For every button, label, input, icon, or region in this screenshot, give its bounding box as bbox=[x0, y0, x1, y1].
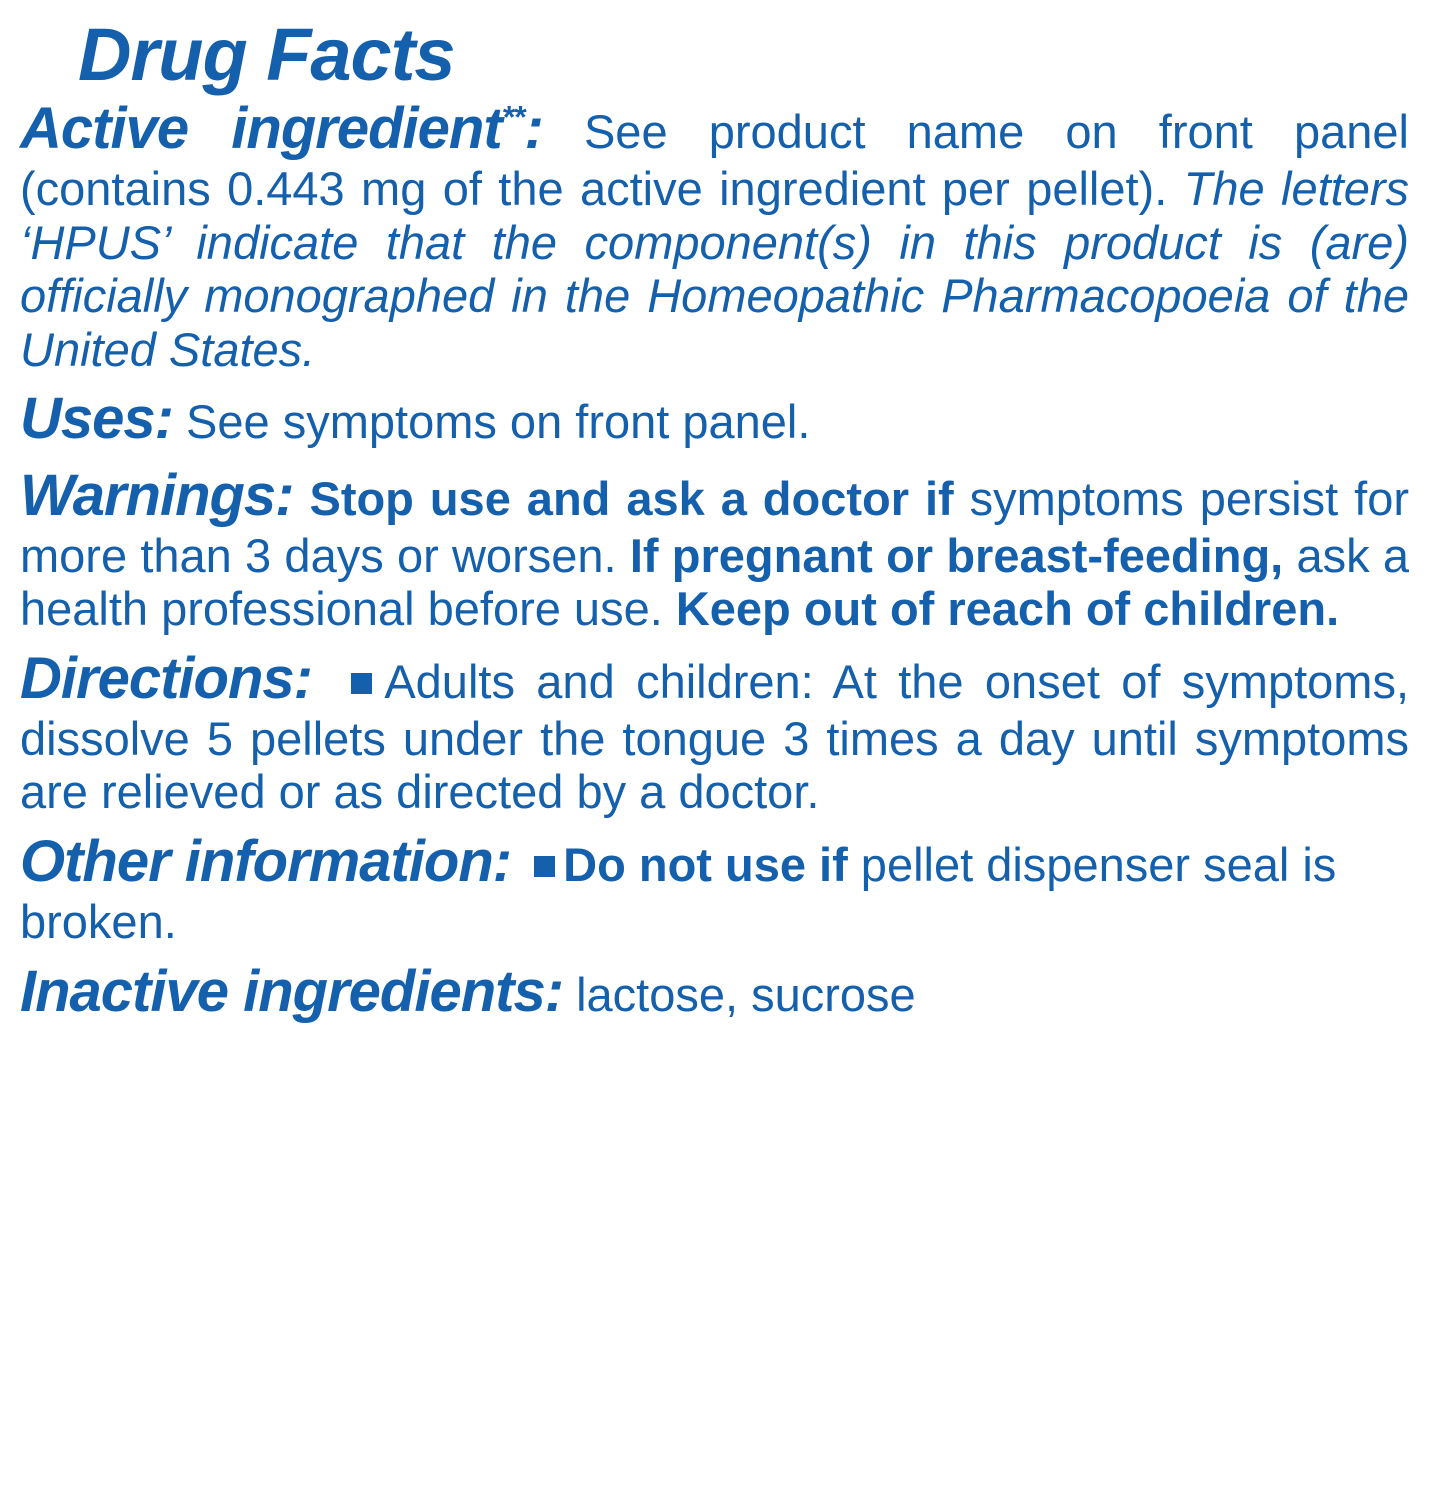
warnings-text-2: ask a health professional before use. bbox=[20, 528, 1409, 636]
square-bullet-icon bbox=[351, 673, 372, 694]
active-ingredient-text: See product name on front panel (contains 0.443 mg of the active ingredient per pellet). bbox=[20, 105, 1409, 216]
footnote-marker: ** bbox=[501, 98, 525, 135]
section-warnings bbox=[20, 463, 1409, 636]
warnings-bold-keep-out: Keep out of reach of children. bbox=[675, 582, 1340, 636]
section-inactive-ingredients bbox=[20, 959, 1409, 1025]
section-active-ingredient bbox=[20, 96, 1409, 376]
uses-text: See symptoms on front panel. bbox=[186, 395, 811, 449]
directions-text: Adults and children: At the onset of symptoms, dissolve 5 pellets under the tongue 3 times a day until symptoms are relieved or as directed by a doctor. bbox=[20, 654, 1409, 819]
page-title: Drug Facts bbox=[78, 13, 455, 96]
section-directions bbox=[20, 646, 1409, 819]
section-other-information bbox=[20, 829, 1409, 949]
inactive-ingredients-heading: Inactive ingredients: bbox=[20, 958, 564, 1024]
directions-heading: Directions: bbox=[20, 645, 312, 711]
warnings-bold-pregnant: If pregnant or breast-feeding, bbox=[629, 528, 1284, 582]
section-uses bbox=[20, 386, 1409, 452]
square-bullet-icon bbox=[534, 856, 555, 877]
other-information-bold: Do not use if bbox=[563, 838, 848, 892]
active-ingredient-heading: Active ingredient**: bbox=[20, 96, 543, 161]
uses-heading: Uses: bbox=[20, 386, 173, 452]
other-information-heading: Other information: bbox=[20, 829, 512, 895]
inactive-ingredients-text: lactose, sucrose bbox=[576, 967, 916, 1021]
warnings-text-1: symptoms persist for more than 3 days or worsen. bbox=[20, 471, 1409, 582]
warnings-heading: Warnings: bbox=[20, 462, 294, 528]
other-information-text: pellet dispenser seal is broken. bbox=[20, 838, 1337, 949]
active-ingredient-hpus-note: The letters ‘HPUS’ indicate that the component(s) in this product is (are) officially monographed in the Homeopathic Pharmacopoeia of the United States. bbox=[20, 162, 1409, 376]
warnings-bold-stop-use: Stop use and ask a doctor if bbox=[309, 471, 954, 525]
